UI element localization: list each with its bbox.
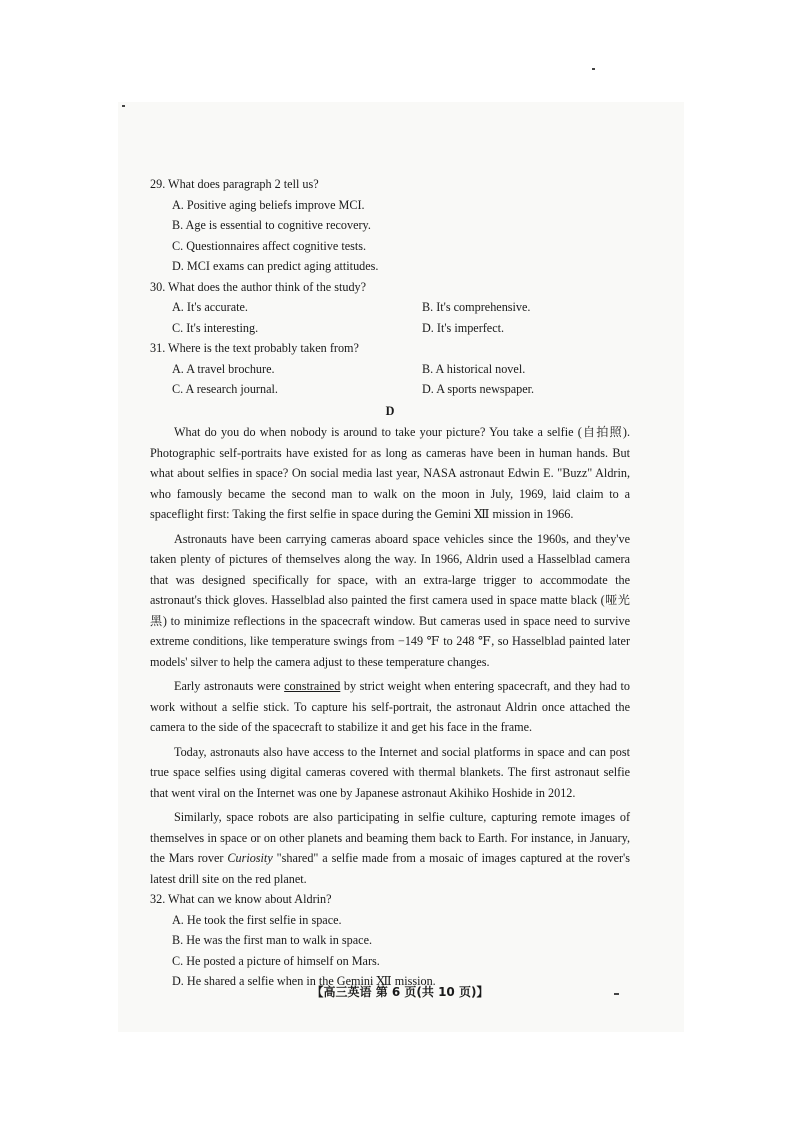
question-32-option: D. He shared a selfie when in the Gemini Ⅻ mission. bbox=[172, 974, 436, 988]
section-heading: D bbox=[385, 403, 395, 418]
question-30-option: A. It's accurate. bbox=[172, 300, 248, 314]
exam-page bbox=[150, 174, 630, 992]
passage-paragraph-2: Astronauts have been carrying cameras aboard space vehicles since the 1960s, and they've taken plenty of pictures of themselves along the way. In 1966, Aldrin used a Hasselblad camera that was designed specifically for space, with an extra-large trigger to accommodate the astronaut's thick gloves. Hasselblad also painted the first camera used in space matte black (哑光黑) to minimize reflections in the spacecraft window. But cameras used in space need to survive extreme conditions, like temperature swings from −149 ℉ to 248 ℉, so Hasselblad painted later models' silver to help the camera adjust to these temperature changes. bbox=[150, 531, 630, 669]
question-31-options-row bbox=[172, 379, 630, 400]
question-30-options-row bbox=[172, 297, 630, 318]
scan-speck bbox=[592, 68, 595, 70]
question-32-option: B. He was the first man to walk in space. bbox=[172, 933, 373, 947]
question-31-option: B. A historical novel. bbox=[422, 361, 526, 376]
italic-rover-name: Curiosity bbox=[227, 851, 273, 865]
question-31-option: D. A sports newspaper. bbox=[422, 382, 535, 396]
question-29-stem: 29. What does paragraph 2 tell us? bbox=[150, 177, 319, 191]
question-30-option: B. It's comprehensive. bbox=[422, 300, 531, 314]
paragraph-text: by strict weight when entering spacecraft, and they had to work without a selfie stick. To capture his self-portrait, the astronaut Aldrin once attached the camera to the side of the spacecraft to stabilize it and get his face in the frame. bbox=[150, 679, 630, 734]
question-31-options-row bbox=[172, 359, 630, 380]
page-footer: 【高三英语 第 6 页(共 10 页)】 bbox=[311, 985, 489, 999]
passage-paragraph-5 bbox=[150, 807, 630, 889]
question-31-stem: 31. Where is the text probably taken from? bbox=[150, 341, 359, 355]
question-29-option: D. MCI exams can predict aging attitudes. bbox=[172, 259, 379, 273]
passage-paragraph-4: Today, astronauts also have access to the Internet and social platforms in space and can post true space selfies using digital cameras covered with thermal blankets. The first astronaut selfie that went viral on the Internet was one by Japanese astronaut Akihiko Hoshide in 2012. bbox=[150, 744, 630, 800]
question-32-stem: 32. What can we know about Aldrin? bbox=[150, 892, 332, 906]
question-31-option: C. A research journal. bbox=[172, 382, 278, 396]
question-32-option: A. He took the first selfie in space. bbox=[172, 912, 342, 927]
question-29-option: C. Questionnaires affect cognitive tests. bbox=[172, 238, 367, 253]
question-31-option: A. A travel brochure. bbox=[172, 361, 275, 376]
question-30-options-row bbox=[172, 318, 630, 339]
question-32-option: C. He posted a picture of himself on Mars. bbox=[172, 953, 380, 968]
question-29-option: B. Age is essential to cognitive recovery. bbox=[172, 218, 371, 232]
question-30-option: C. It's interesting. bbox=[172, 320, 259, 335]
underlined-word: constrained bbox=[284, 679, 341, 693]
paragraph-text: Early astronauts were bbox=[174, 679, 285, 693]
question-30-option: D. It's imperfect. bbox=[422, 320, 505, 335]
passage-paragraph-3 bbox=[150, 676, 630, 738]
paragraph-text: Similarly, space robots are also participating in selfie culture, capturing remote images of themselves in space or on other planets and beaming them back to Earth. For instance, in January, the Mars rover bbox=[150, 810, 630, 865]
question-29-option: A. Positive aging beliefs improve MCI. bbox=[172, 197, 365, 212]
paragraph-text: "shared" a selfie made from a mosaic of images captured at the rover's latest drill site on the red planet. bbox=[150, 851, 630, 886]
question-30-stem: 30. What does the author think of the study? bbox=[150, 279, 367, 294]
passage-paragraph-1: What do you do when nobody is around to take your picture? You take a selfie (自拍照). Photographic self-portraits have existed for as long as cameras have been in human hands. But what about selfies in space? On social media last year, NASA astronaut Edwin E. "Buzz" Aldrin, who famously became the second man to walk on the moon in July, 1969, laid claim to a spaceflight first: Taking the first selfie in space during the Gemini Ⅻ mission in 1966. bbox=[150, 425, 630, 521]
scan-speck bbox=[122, 105, 125, 107]
